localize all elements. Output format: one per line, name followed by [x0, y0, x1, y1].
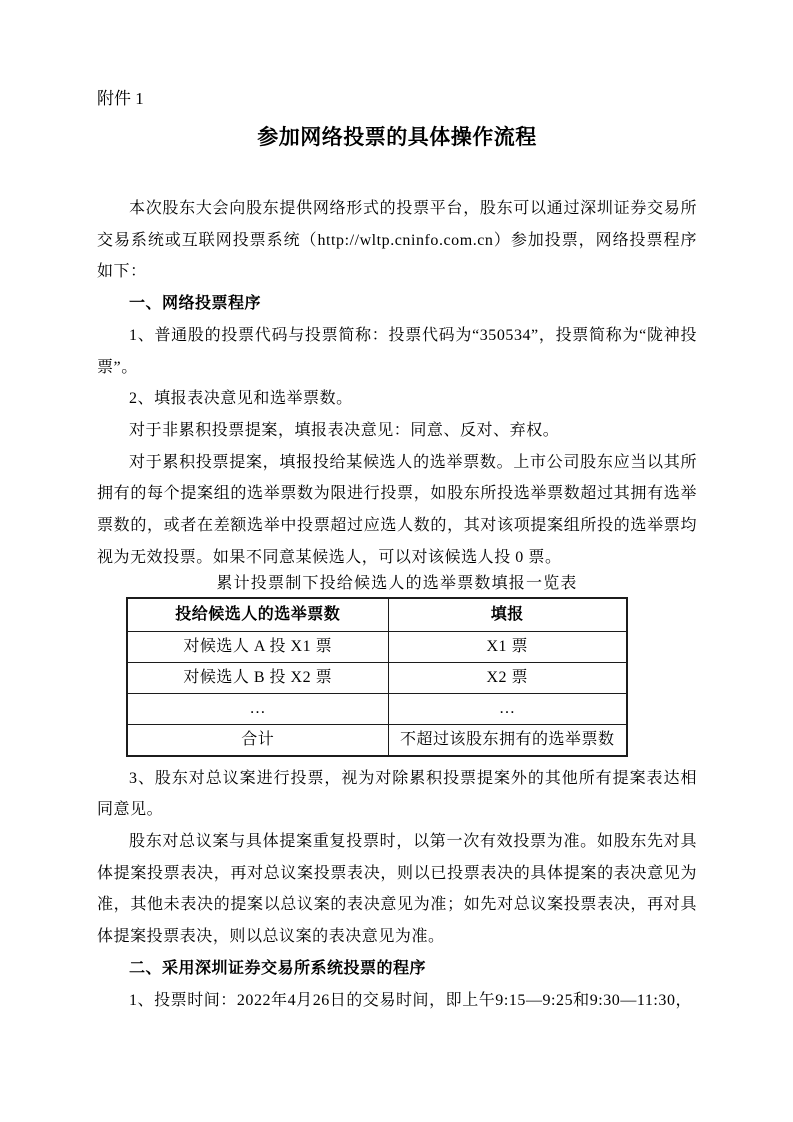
para-voting-time: 1、投票时间：2022年4月26日的交易时间，即上午9:15—9:25和9:30—11:30， [129, 991, 693, 1009]
table-cell-candidate-b: 对候选人 B 投 X2 票 [127, 663, 388, 694]
table-row [127, 632, 627, 663]
para-vote-code: 1、普通股的投票代码与投票简称：投票代码为“350534”，投票简称为“陇神投票”。 [97, 326, 697, 376]
para-repeat-voting: 股东对总议案与具体提案重复投票时，以第一次有效投票为准。如股东先对具体提案投票表决，再对总议案投票表决，则以已投票表决的具体提案的表决意见为准，其他未表决的提案以总议案的表决意见为准；如先对总议案投票表决，再对具体提案投票表决，则以总议案的表决意见为准。 [97, 833, 697, 946]
table-cell-candidate-a: 对候选人 A 投 X1 票 [127, 632, 388, 663]
table-header-fill-cell: 填报 [388, 598, 627, 631]
section-2-heading: 二、采用深圳证券交易所系统投票的程序 [129, 959, 427, 977]
para-cumulative: 对于累积投票提案，填报投给某候选人的选举票数。上市公司股东应当以其所拥有的每个提案组的选举票数为限进行投票，如股东所投选举票数超过其拥有选举票数的，或者在差额选举中投票超过应选人数的，其对该项提案组所投的选举票均视为无效投票。如果不同意某候选人，可以对该候选人投 0 票。 [97, 453, 697, 566]
table-cell-fill-x1: X1 票 [388, 632, 627, 663]
voting-table [126, 597, 628, 756]
table-cell-ellipsis-left: … [127, 694, 388, 725]
table-cell-ellipsis-right: … [388, 694, 627, 725]
table-row [127, 725, 627, 756]
table-caption: 累计投票制下投给候选人的选举票数填报一览表 [216, 575, 578, 593]
table-row [127, 663, 627, 694]
attachment-label: 附件 1 [97, 89, 144, 108]
para-non-cumulative: 对于非累积投票提案，填报表决意见：同意、反对、弃权。 [129, 421, 560, 439]
table-row [127, 694, 627, 725]
intro-paragraph: 本次股东大会向股东提供网络形式的投票平台，股东可以通过深圳证券交易所交易系统或互联网投票系统（http://wltp.cninfo.com.cn）参加投票，网络投票程序如下： [97, 200, 697, 281]
document-body [97, 193, 697, 1016]
table-cell-total-label: 合计 [127, 725, 388, 756]
para-general-motion: 3、股东对总议案进行投票，视为对除累积投票提案外的其他所有提案表达相同意见。 [97, 769, 697, 819]
para-fill-in: 2、填报表决意见和选举票数。 [129, 390, 353, 408]
section-1-heading: 一、网络投票程序 [129, 295, 262, 313]
table-cell-fill-x2: X2 票 [388, 663, 627, 694]
table-header-row [127, 598, 627, 631]
table-cell-total-value: 不超过该股东拥有的选举票数 [388, 725, 627, 756]
document-title: 参加网络投票的具体操作流程 [257, 126, 537, 149]
table-header-votes-cell: 投给候选人的选举票数 [127, 598, 388, 631]
